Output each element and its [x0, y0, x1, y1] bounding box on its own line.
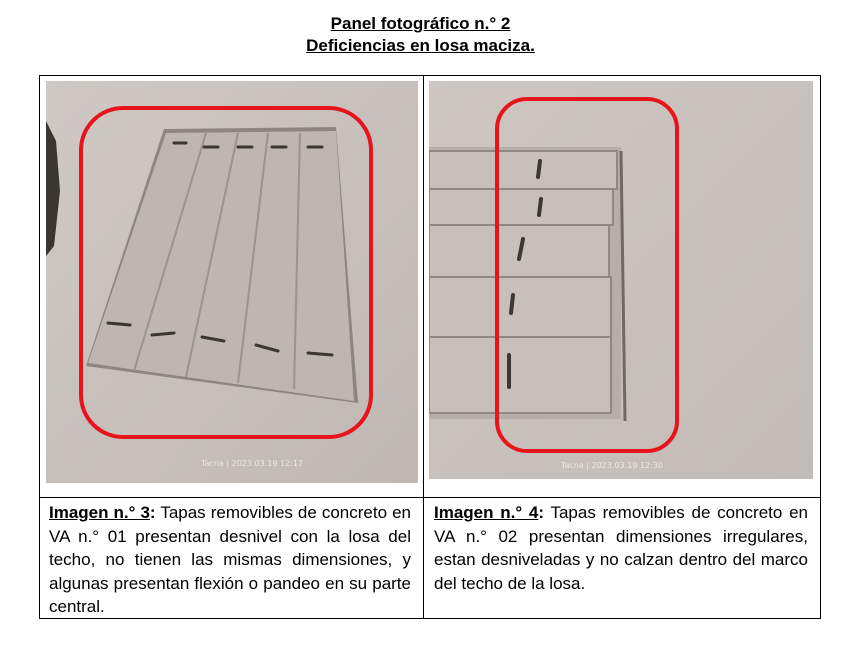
panel-title: Panel fotográfico n.° 2: [330, 14, 511, 33]
caption-image-3: Imagen n.° 3: Tapas removibles de concreto en VA n.° 01 presentan desnivel con la losa del techo, no tienen las mismas dimensiones, y algunas presentan flexión o pandeo en su parte central.: [49, 503, 411, 616]
panel-subtitle: Deficiencias en losa maciza.: [306, 36, 535, 55]
photo-3-timestamp: Tacna | 2023.03.19 12:17: [201, 459, 304, 468]
photo-table: [39, 75, 821, 619]
photo-4-timestamp: Tacna | 2023.03.19 12:30: [561, 461, 664, 470]
caption-image-4: Imagen n.° 4: Tapas removibles de concreto en VA n.° 02 presentan dimensiones irregulares, estan desniveladas y no calzan dentro del marco del techo de la losa.: [434, 503, 808, 593]
caption-text-4: Tapas removibles de concreto en VA n.° 02 presentan dimensiones irregulares, estan desniveladas y no calzan dentro del marco del techo de la losa.: [434, 503, 808, 593]
caption-label-3: Imagen n.° 3: [49, 503, 150, 522]
table-divider-vertical: [423, 76, 424, 618]
photo-image-4: [429, 81, 813, 479]
caption-label-4: Imagen n.° 4: [434, 503, 539, 522]
caption-text-3: Tapas removibles de concreto en VA n.° 01 presentan desnivel con la losa del techo, no tienen las mismas dimensiones, y algunas presentan flexión o pandeo en su parte central.: [49, 503, 411, 616]
table-divider-horizontal: [40, 497, 820, 498]
photo-image-3: [46, 81, 418, 483]
